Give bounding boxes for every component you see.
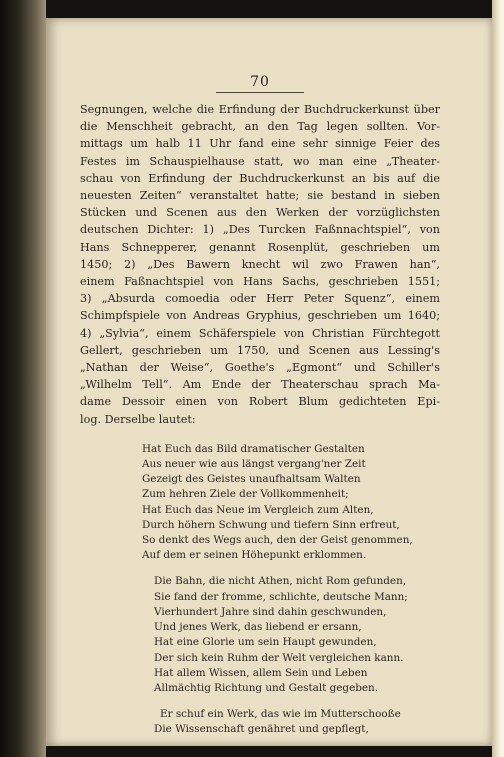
poem-line: Die Bahn, die nicht Athen, nicht Rom gefunden,: [154, 575, 407, 588]
text-line: Festes im Schauspielhause statt, wo man eine „Theater-: [80, 154, 440, 168]
poem-line: So denkt des Wegs auch, den der Geist genommen,: [142, 534, 413, 547]
poem-line: Aus neuer wie aus längst vergang'ner Zeit: [142, 458, 366, 471]
text-line: 4) „Sylvia“, einem Schäferspiele von Christian Fürchtegott: [80, 326, 440, 340]
poem-line: Vierhundert Jahre sind dahin geschwunden,: [154, 605, 387, 618]
text-line: die Menschheit gebracht, an den Tag legen sollten. Vor-: [80, 120, 440, 134]
text-line: dame Dessoir einen von Robert Blum gedichteten Epi-: [80, 395, 440, 409]
text-line: log. Derselbe lautet:: [80, 412, 196, 426]
poem-line: Zum hehren Ziele der Vollkommenheit;: [142, 488, 349, 501]
page-text: [80, 74, 440, 749]
poem-line: Hat Euch das Neue im Vergleich zum Alten,: [142, 503, 374, 516]
text-line: 3) „Absurda comoedia oder Herr Peter Squenz“, einem: [80, 292, 440, 306]
poem-line: Hat allem Wissen, allem Sein und Leben: [154, 666, 368, 679]
poem-line: Auf dem er seinen Höhepunkt erklommen.: [142, 549, 367, 562]
text-line: schau von Erfindung der Buchdruckerkunst an bis auf die: [80, 171, 440, 185]
poem-stanza: [80, 574, 440, 696]
text-line: Gellert, geschrieben um 1750, und Scenen aus Lessing's: [80, 343, 440, 357]
header-rule: [216, 92, 304, 93]
poem-line: Hat eine Glorie um sein Haupt gewunden,: [154, 636, 377, 649]
text-line: 1450; 2) „Des Bawern knecht wil zwo Frawen han“,: [80, 257, 440, 271]
next-page-edge: [492, 0, 504, 757]
text-line: deutschen Dichter: 1) „Des Turcken Faßnnachtspiel“, von: [80, 223, 440, 237]
poem-line: Gezeigt des Geistes unaufhaltsam Walten: [142, 473, 361, 486]
poem-line: Hat Euch das Bild dramatischer Gestalten: [142, 442, 365, 455]
text-line: Segnungen, welche die Erfindung der Buchdruckerkunst über: [80, 103, 440, 116]
text-line: „Nathan der Weise“, Goethe's „Egmont“ und Schiller's: [80, 361, 440, 375]
text-line: Stücken und Scenen aus den Werken der vorzüglichsten: [80, 206, 440, 220]
body-paragraph: [80, 101, 440, 428]
poem-stanza: [80, 707, 440, 737]
text-line: „Wilhelm Tell“. Am Ende der Theaterschau sprach Ma-: [80, 378, 440, 392]
poem-line: Durch höhern Schwung und tiefern Sinn erfreut,: [142, 518, 400, 531]
epilogue-poem: [80, 442, 440, 738]
poem-line: Er schuf ein Werk, das wie im Mutterschooße: [160, 708, 401, 721]
poem-stanza: [80, 442, 440, 564]
text-line: Hans Schnepperer, genannt Rosenplüt, geschrieben um: [80, 240, 440, 254]
poem-line: Sie fand der fromme, schlichte, deutsche Mann;: [154, 590, 408, 603]
text-line: einem Faßnachtspiel von Hans Sachs, geschrieben 1551;: [80, 275, 440, 289]
text-line: mittags um halb 11 Uhr fand eine sehr sinnige Feier des: [80, 137, 440, 151]
scan-background-left: [0, 0, 46, 757]
page-number: 70: [250, 74, 270, 90]
text-line: Schimpfspiele von Andreas Gryphius, geschrieben um 1640;: [80, 309, 440, 323]
poem-line: Und jenes Werk, das liebend er ersann,: [154, 621, 362, 634]
poem-line: Die Wissenschaft genähret und gepflegt,: [154, 723, 369, 736]
poem-line: Der sich kein Ruhm der Welt vergleichen kann.: [154, 651, 404, 664]
text-line: neuesten Zeiten“ veranstaltet hatte; sie bestand in sieben: [80, 189, 440, 203]
poem-line: Allmächtig Richtung und Gestalt gegeben.: [154, 681, 379, 694]
